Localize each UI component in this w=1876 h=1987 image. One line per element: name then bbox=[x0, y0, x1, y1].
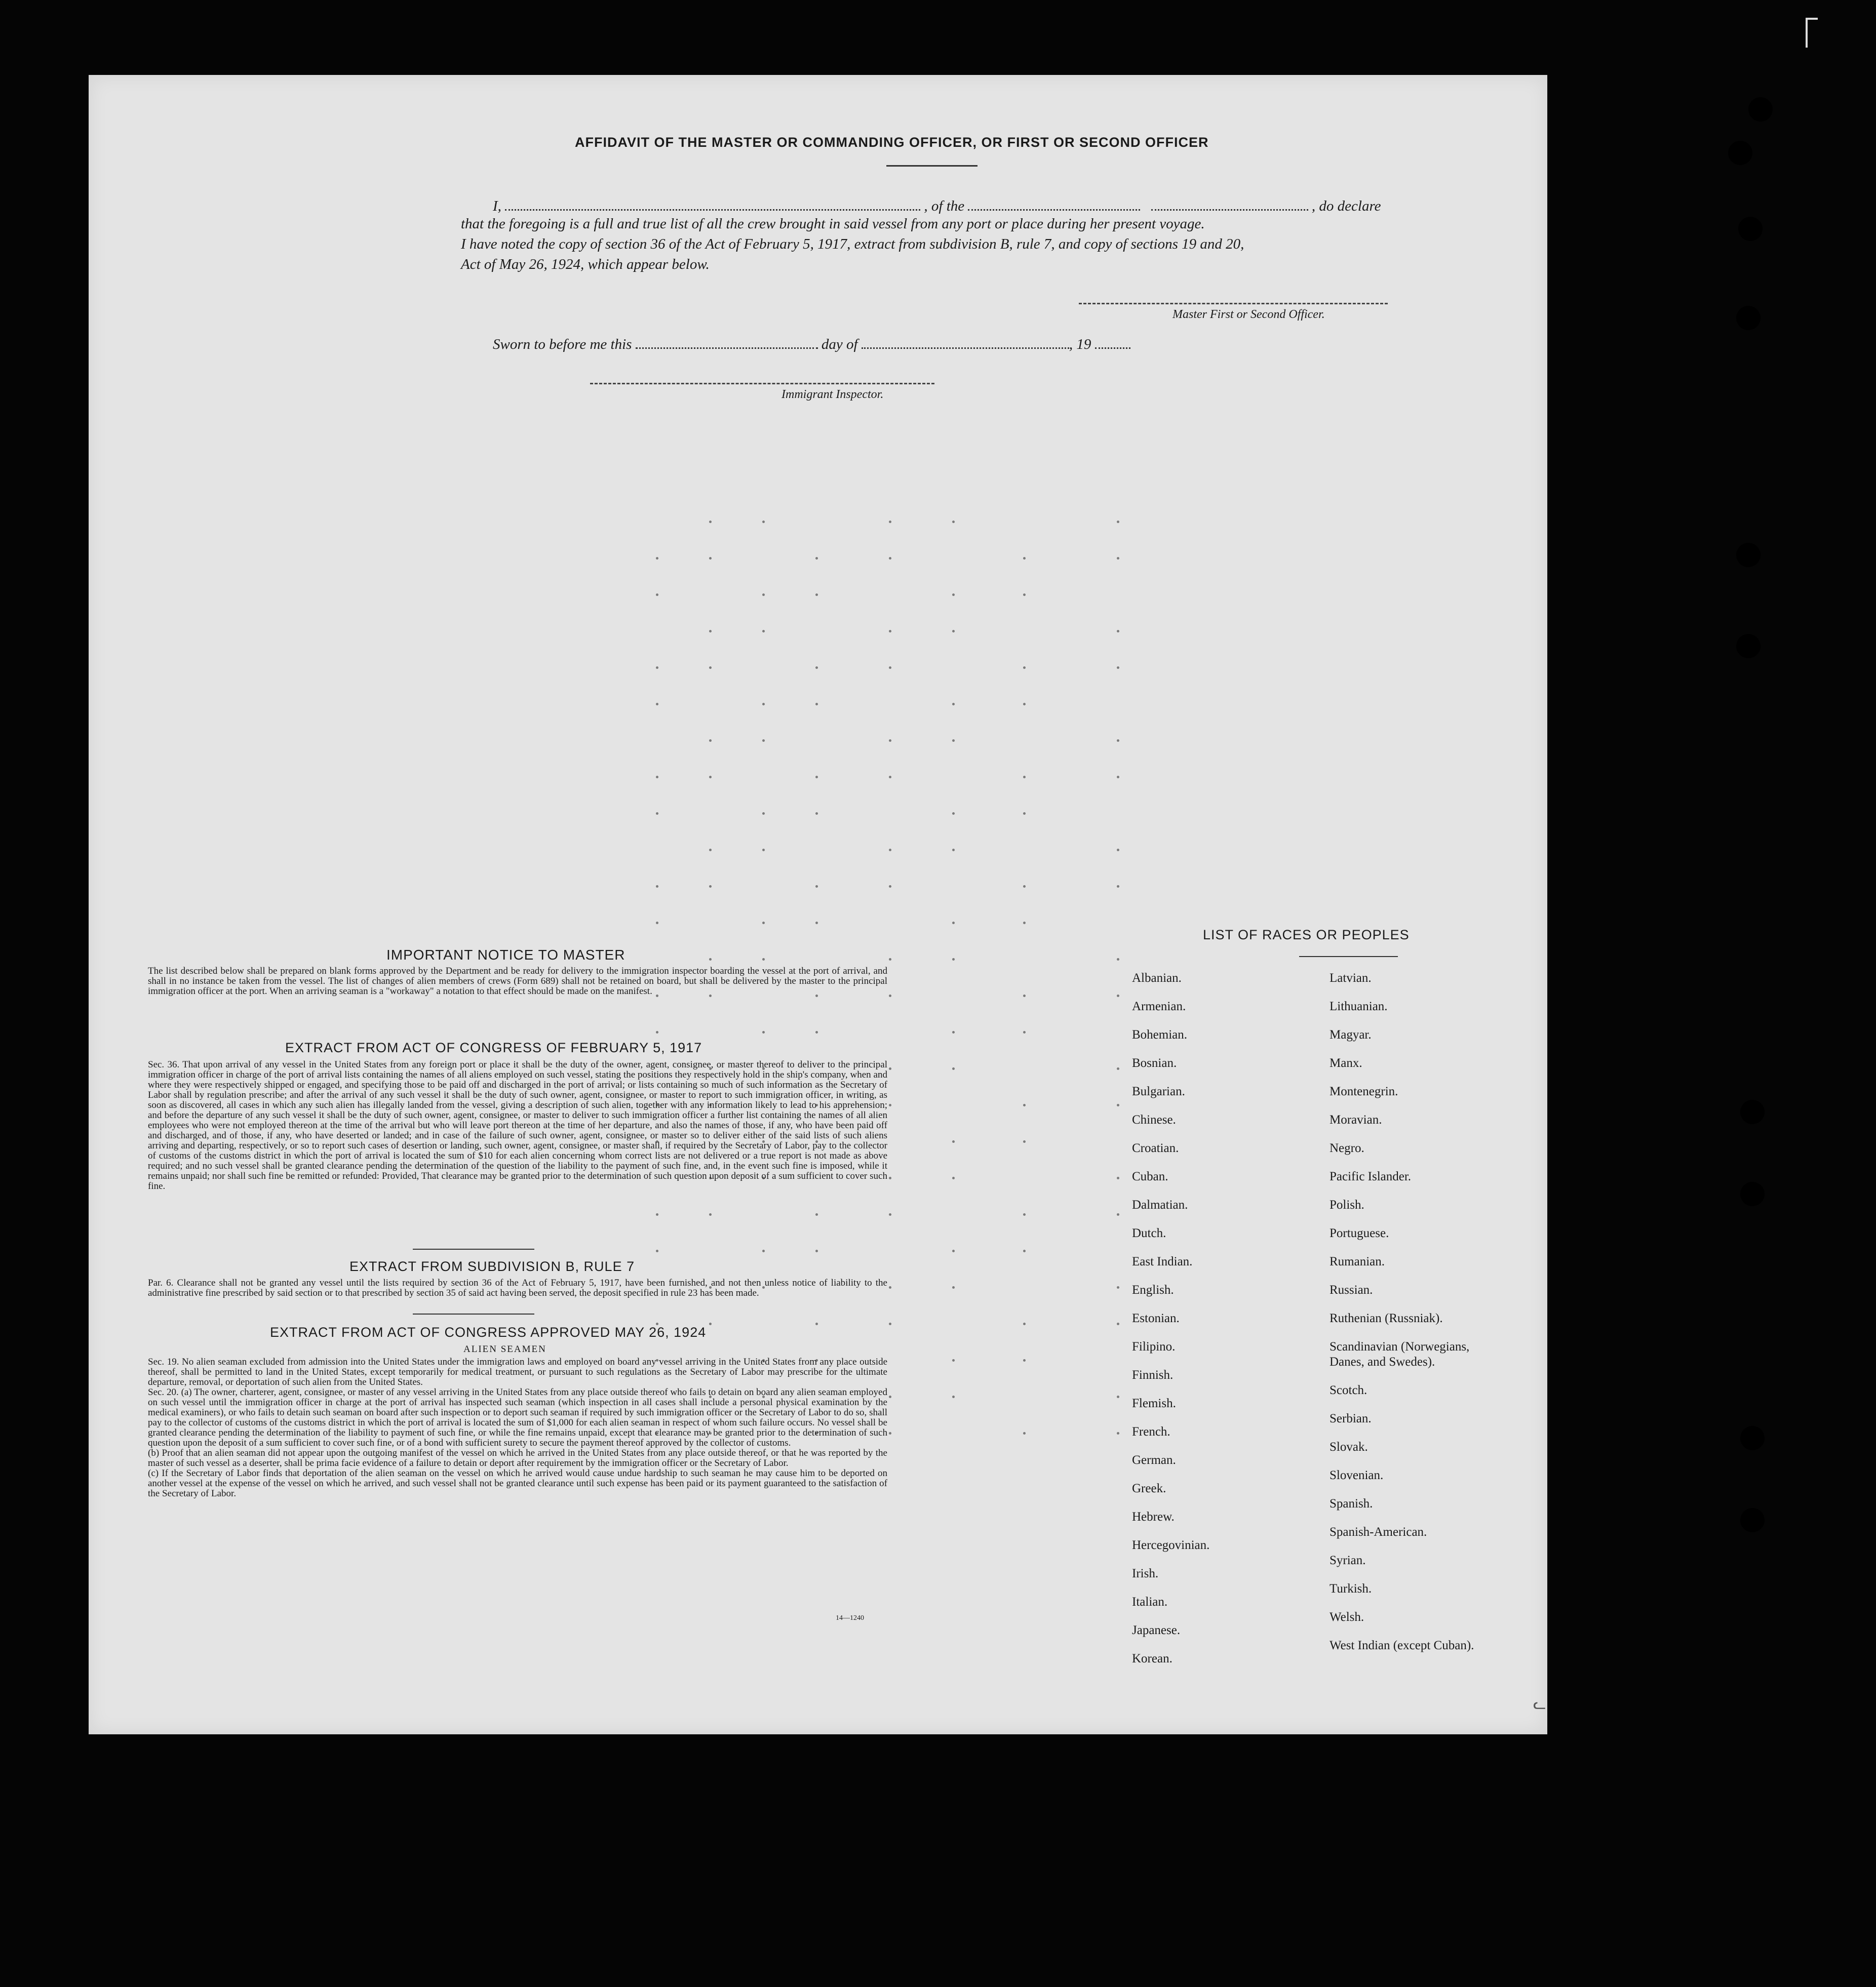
ghost-dot bbox=[889, 1104, 891, 1106]
race-item: Magyar. bbox=[1330, 1028, 1372, 1042]
ghost-dot bbox=[709, 776, 712, 778]
ghost-dot bbox=[1117, 776, 1119, 778]
race-item: Polish. bbox=[1330, 1198, 1364, 1212]
race-item: Rumanian. bbox=[1330, 1255, 1385, 1268]
ghost-dot bbox=[952, 1067, 955, 1070]
race-item: Spanish. bbox=[1330, 1497, 1373, 1511]
ghost-dot bbox=[656, 1250, 658, 1252]
margin-mark: ᓚ bbox=[1533, 1696, 1546, 1713]
ghost-dot bbox=[952, 1396, 955, 1398]
ghost-dot bbox=[656, 1213, 658, 1216]
ghost-dot bbox=[952, 849, 955, 851]
affidavit-declare: , do declare bbox=[1311, 198, 1381, 214]
ghost-dot bbox=[1023, 593, 1026, 596]
race-item: Welsh. bbox=[1330, 1610, 1364, 1624]
ghost-dot bbox=[1117, 521, 1119, 523]
ghost-dot bbox=[952, 1359, 955, 1362]
extract-rule7-body: Par. 6. Clearance shall not be granted any vessel until the lists required by section 36 of the Act of February 5, 1917, have been furnished, and not then unless notice of liability to the administrative fine prescribed by said section or to that prescribed by section 35 of said act having been served, the deposit specified in rule 23 has been made. bbox=[148, 1278, 887, 1298]
ghost-dot bbox=[952, 703, 955, 705]
ghost-dot bbox=[1117, 995, 1119, 997]
binder-hole bbox=[1736, 543, 1761, 567]
ghost-dot bbox=[1117, 1323, 1119, 1325]
extract-1917-title: EXTRACT FROM ACT OF CONGRESS OF FEBRUARY 5, 1917 bbox=[285, 1040, 702, 1055]
ghost-dot bbox=[1023, 776, 1026, 778]
extract-1924-body bbox=[148, 1357, 887, 1499]
ghost-dot bbox=[1117, 1104, 1119, 1106]
ghost-dot bbox=[762, 1031, 765, 1034]
race-item: East Indian. bbox=[1132, 1255, 1193, 1268]
race-item: Danes, and Swedes). bbox=[1330, 1355, 1435, 1369]
ghost-dot bbox=[1023, 812, 1026, 815]
races-underline bbox=[1299, 956, 1398, 957]
race-item: Estonian. bbox=[1132, 1312, 1180, 1325]
race-item: Moravian. bbox=[1330, 1113, 1382, 1127]
ghost-dot bbox=[656, 593, 658, 596]
ghost-dot bbox=[709, 739, 712, 742]
sworn-day-of: day of bbox=[821, 336, 858, 352]
race-item: Portuguese. bbox=[1330, 1226, 1389, 1240]
race-item: Cuban. bbox=[1132, 1170, 1168, 1183]
race-item: Greek. bbox=[1132, 1482, 1166, 1495]
ghost-dot bbox=[889, 630, 891, 632]
race-item: Syrian. bbox=[1330, 1554, 1366, 1567]
ghost-dot bbox=[889, 521, 891, 523]
ghost-dot bbox=[815, 703, 818, 705]
ghost-dot bbox=[1117, 557, 1119, 560]
race-item: Russian. bbox=[1330, 1283, 1373, 1297]
ghost-dot bbox=[762, 1250, 765, 1252]
notice-title: IMPORTANT NOTICE TO MASTER bbox=[386, 947, 626, 963]
race-item: Flemish. bbox=[1132, 1397, 1176, 1410]
ghost-dot bbox=[709, 1213, 712, 1216]
ghost-dot bbox=[1023, 1323, 1026, 1325]
race-item: Manx. bbox=[1330, 1056, 1362, 1070]
race-item: Pacific Islander. bbox=[1330, 1170, 1412, 1183]
ghost-dot bbox=[1023, 703, 1026, 705]
ghost-dot bbox=[889, 849, 891, 851]
ghost-dot bbox=[1023, 1213, 1026, 1216]
ghost-dot bbox=[1117, 1286, 1119, 1289]
ghost-dot bbox=[1117, 1432, 1119, 1435]
signature-label: Master First or Second Officer. bbox=[1172, 308, 1325, 321]
sec-20a: Sec. 20. (a) The owner, charterer, agent, consignee, or master of any vessel arriving in the United States from any place outside thereof who fails to detain on board any alien seaman employed on such vessel until the immigration officer in charge at the port of arrival has inspected such seaman (which inspection in all cases shall include a personal physical examination by the medical examiners), or who fails to detain such seaman on board after such inspection or to deport such seaman if required by such immigration officer or the Secretary of Labor to do so, shall pay to the collector of customs of the customs district in which the port of arrival is located the sum of $1,000 for each alien seaman in respect of whom such failure occurs. No vessel shall be granted clearance pending the determination of the liability to payment of such fine, or while the fine remains unpaid, except that clearance may be granted prior to the determination of such question upon the deposit of a sum sufficient to cover such fine, or of a bond with sufficient surety to secure the payment thereof approved by the collector of customs. bbox=[148, 1387, 887, 1448]
ghost-dot bbox=[952, 1250, 955, 1252]
ghost-dot bbox=[1023, 885, 1026, 888]
notice-body: The list described below shall be prepared on blank forms approved by the Department and be ready for delivery to the immigration inspector boarding the vessel at the port of arrival, and shall in no instance be taken from the vessel. The list of changes of alien members of crews (Form 689) shall not be retained on board, but shall be delivered by the master to the principal immigration officer at the port. When an arriving seaman is a "workaway" a notation to that effect should be made on the manifest. bbox=[148, 966, 887, 997]
race-item: Bosnian. bbox=[1132, 1056, 1177, 1070]
race-item: German. bbox=[1132, 1453, 1176, 1467]
ghost-dot bbox=[952, 739, 955, 742]
race-item: Scotch. bbox=[1330, 1383, 1367, 1397]
ghost-dot bbox=[762, 630, 765, 632]
ghost-dot bbox=[762, 812, 765, 815]
ghost-dot bbox=[889, 739, 891, 742]
race-item: Slovenian. bbox=[1330, 1468, 1384, 1482]
ghost-dot bbox=[889, 958, 891, 961]
form-sheet bbox=[89, 75, 1547, 1734]
race-item: Slovak. bbox=[1330, 1440, 1368, 1454]
ghost-dot bbox=[889, 1432, 891, 1435]
race-item: Korean. bbox=[1132, 1652, 1172, 1665]
binder-hole bbox=[1740, 1182, 1765, 1206]
ghost-dot bbox=[762, 849, 765, 851]
ghost-dot bbox=[889, 1396, 891, 1398]
divider-2 bbox=[413, 1314, 534, 1315]
ghost-dot bbox=[1117, 1396, 1119, 1398]
ghost-dot bbox=[709, 885, 712, 888]
race-item: Finnish. bbox=[1132, 1368, 1174, 1382]
extract-rule7-title: EXTRACT FROM SUBDIVISION B, RULE 7 bbox=[349, 1259, 635, 1274]
race-item: Armenian. bbox=[1132, 1000, 1186, 1013]
affidavit-line-3: I have noted the copy of section 36 of the Act of February 5, 1917, extract from subdivision B, rule 7, and copy of sections 19 and 20, bbox=[461, 236, 1244, 252]
ghost-dot bbox=[1023, 922, 1026, 924]
ghost-dot bbox=[889, 776, 891, 778]
ghost-dot bbox=[1023, 1104, 1026, 1106]
ghost-dot bbox=[762, 703, 765, 705]
binder-hole bbox=[1738, 217, 1763, 241]
binder-hole bbox=[1740, 1100, 1765, 1124]
binder-hole bbox=[1740, 1426, 1765, 1450]
sworn-year: , 19 bbox=[1069, 336, 1091, 352]
ghost-dot bbox=[709, 521, 712, 523]
ghost-dot bbox=[952, 1031, 955, 1034]
race-item: West Indian (except Cuban). bbox=[1330, 1639, 1474, 1652]
ghost-dot bbox=[815, 885, 818, 888]
ghost-dot bbox=[952, 812, 955, 815]
race-item: French. bbox=[1132, 1425, 1170, 1439]
race-item: Chinese. bbox=[1132, 1113, 1176, 1127]
ghost-dot bbox=[656, 557, 658, 560]
ghost-dot bbox=[1117, 885, 1119, 888]
form-number: 14—1240 bbox=[836, 1614, 864, 1622]
ghost-dot bbox=[709, 958, 712, 961]
race-item: Bulgarian. bbox=[1132, 1085, 1185, 1098]
sec-20b: (b) Proof that an alien seaman did not appear upon the outgoing manifest of the vessel on which he arrived in the United States from any place outside thereof, or that he was reported by the master of such vessel as a deserter, shall be prima facie evidence of a failure to detain or deport after requirement by the immigration officer or the Secretary of Labor. bbox=[148, 1448, 887, 1468]
ghost-dot bbox=[952, 922, 955, 924]
race-item: English. bbox=[1132, 1283, 1174, 1297]
ghost-dot bbox=[656, 812, 658, 815]
races-title: LIST OF RACES OR PEOPLES bbox=[1203, 927, 1410, 942]
ghost-dot bbox=[952, 958, 955, 961]
ghost-dot bbox=[1023, 1432, 1026, 1435]
ghost-dot bbox=[1023, 1359, 1026, 1362]
ghost-dot bbox=[815, 1250, 818, 1252]
ghost-dot bbox=[889, 885, 891, 888]
extract-1917-body: Sec. 36. That upon arrival of any vessel in the United States from any foreign port or place it shall be the duty of the owner, agent, consignee, or master thereof to deliver to the principal immigration officer in charge of the port of arrival lists containing the names of all aliens employed on such vessel, stating the positions they respectively hold in the ship's company, when and where they were respectively shipped or engaged, and specifying those to be paid off and discharged in the port of arrival; or lists containing so much of such information as the Secretary of Labor shall by regulation prescribe; and after the arrival of any such vessel it shall be the duty of such owner, agent, consignee, or master to report to such immigration officer, in writing, as soon as discovered, all cases in which any such alien has illegally landed from the vessel, giving a description of such alien, together with any information likely to lead to his apprehension; and before the departure of any such vessel it shall be the duty of such owner, agent, consignee, or master to deliver to such immigration officer a further list containing the names of all alien employees who were not employed thereon at the time of the arrival but who will leave port thereon at the time of her departure, and also the names of those, if any, who have been paid off and discharged, and of those, if any, who have deserted or landed; and in case of the failure of such owner, agent, consignee, or master so to deliver either of the said lists of such aliens arriving and departing, respectively, or so to report such cases of desertion or landing, such owner, agent, consignee, or master shall, if required by the Secretary of Labor, pay to the collector of customs of the customs district in which the port of arrival is located the sum of $10 for each alien concerning whom correct lists are not delivered or a true report is not made as above required; and no such vessel shall be granted clearance pending the determination of the question of the liability to the payment of such fine, and, in the event such fine is imposed, while it remains unpaid; nor shall such fine be remitted or refunded: Provided, That clearance may be granted prior to the determination of such question upon deposit of a sum sufficient to cover such fine. bbox=[148, 1059, 887, 1191]
race-item: Montenegrin. bbox=[1330, 1085, 1398, 1098]
ghost-dot bbox=[952, 1177, 955, 1179]
ghost-dot bbox=[709, 849, 712, 851]
ghost-dot bbox=[656, 1031, 658, 1034]
ghost-dot bbox=[709, 630, 712, 632]
affidavit-i: I, bbox=[493, 198, 501, 214]
race-item: Latvian. bbox=[1330, 971, 1372, 985]
ghost-dot bbox=[889, 1213, 891, 1216]
ghost-dot bbox=[1117, 958, 1119, 961]
extract-1924-subtitle: ALIEN SEAMEN bbox=[463, 1344, 546, 1355]
ghost-dot bbox=[815, 557, 818, 560]
ghost-dot bbox=[815, 922, 818, 924]
ghost-dot bbox=[1023, 557, 1026, 560]
ghost-dot bbox=[889, 557, 891, 560]
extract-1924-title: EXTRACT FROM ACT OF CONGRESS APPROVED MAY 26, 1924 bbox=[270, 1325, 707, 1340]
binder-hole bbox=[1728, 141, 1752, 165]
binder-hole bbox=[1736, 306, 1761, 330]
affidavit-title: AFFIDAVIT OF THE MASTER OR COMMANDING OFFICER, OR FIRST OR SECOND OFFICER bbox=[575, 135, 1209, 150]
affidavit-line-2: that the foregoing is a full and true list of all the crew brought in said vessel from any port or place during her present voyage. bbox=[461, 216, 1205, 232]
ghost-dot bbox=[1117, 739, 1119, 742]
binder-hole bbox=[1740, 1508, 1765, 1532]
ghost-dot bbox=[815, 776, 818, 778]
ghost-dot bbox=[1117, 1177, 1119, 1179]
race-item: Dutch. bbox=[1132, 1226, 1166, 1240]
ghost-dot bbox=[815, 1031, 818, 1034]
race-item: Negro. bbox=[1330, 1141, 1364, 1155]
race-item: Ruthenian (Russniak). bbox=[1330, 1312, 1443, 1325]
race-item: Filipino. bbox=[1132, 1340, 1176, 1354]
ghost-dot bbox=[1023, 666, 1026, 669]
race-item: Hebrew. bbox=[1132, 1510, 1175, 1524]
sworn-prefix: Sworn to before me this bbox=[493, 336, 632, 352]
divider-1 bbox=[413, 1249, 534, 1250]
ghost-dot bbox=[889, 1177, 891, 1179]
ghost-dot bbox=[889, 666, 891, 669]
race-item: Japanese. bbox=[1132, 1623, 1181, 1637]
race-item: Lithuanian. bbox=[1330, 1000, 1388, 1013]
ghost-dot bbox=[952, 630, 955, 632]
ghost-dot bbox=[709, 557, 712, 560]
ghost-dot bbox=[1023, 995, 1026, 997]
ghost-dot bbox=[889, 1286, 891, 1289]
sec-20c: (c) If the Secretary of Labor finds that deportation of the alien seaman on the vessel on which he arrived would cause undue hardship to such seaman he may cause him to be deported on another vessel at the expense of the vessel on which he arrived, and such vessel shall not be granted clearance until such expense has been paid or its payment guaranteed to the satisfaction of the Secretary of Labor. bbox=[148, 1468, 887, 1499]
inspector-label: Immigrant Inspector. bbox=[781, 388, 884, 401]
ghost-dot bbox=[656, 922, 658, 924]
race-item: Hercegovinian. bbox=[1132, 1538, 1210, 1552]
ghost-dot bbox=[1023, 1031, 1026, 1034]
race-item: Irish. bbox=[1132, 1567, 1159, 1580]
ghost-dot bbox=[815, 593, 818, 596]
affidavit-of-the: , of the bbox=[924, 198, 965, 214]
race-item: Italian. bbox=[1132, 1595, 1168, 1609]
ghost-dot bbox=[1023, 1140, 1026, 1143]
ghost-dot bbox=[889, 1067, 891, 1070]
ghost-dot bbox=[1117, 1067, 1119, 1070]
ghost-dot bbox=[1117, 666, 1119, 669]
ghost-dot bbox=[762, 521, 765, 523]
race-item: Dalmatian. bbox=[1132, 1198, 1188, 1212]
ghost-dot bbox=[952, 1286, 955, 1289]
ghost-dot bbox=[656, 885, 658, 888]
race-item: Serbian. bbox=[1330, 1412, 1372, 1425]
binder-hole bbox=[1748, 97, 1773, 122]
race-item: Croatian. bbox=[1132, 1141, 1179, 1155]
ghost-dot bbox=[889, 995, 891, 997]
race-item: Albanian. bbox=[1132, 971, 1182, 985]
ghost-dot bbox=[656, 776, 658, 778]
sec-19: Sec. 19. No alien seaman excluded from admission into the United States under the immigration laws and employed on board any vessel arriving in the United States from any place outside thereof, shall be permitted to land in the United States, except temporarily for medical treatment, or pursuant to such regulations as the Secretary of Labor may prescribe for the ultimate departure, removal, or deportation of such alien from the United States. bbox=[148, 1357, 887, 1387]
race-item: Turkish. bbox=[1330, 1582, 1372, 1596]
ghost-dot bbox=[1117, 630, 1119, 632]
race-item: Spanish-American. bbox=[1330, 1525, 1427, 1539]
affidavit-line-4: Act of May 26, 1924, which appear below. bbox=[461, 256, 710, 272]
ghost-dot bbox=[656, 703, 658, 705]
ghost-dot bbox=[762, 593, 765, 596]
ghost-dot bbox=[815, 1213, 818, 1216]
ghost-dot bbox=[762, 958, 765, 961]
ghost-dot bbox=[709, 666, 712, 669]
ghost-dot bbox=[762, 922, 765, 924]
ghost-dot bbox=[952, 1140, 955, 1143]
ghost-dot bbox=[889, 1323, 891, 1325]
film-edge-mark bbox=[1806, 18, 1818, 48]
ghost-dot bbox=[952, 521, 955, 523]
ghost-dot bbox=[762, 739, 765, 742]
ghost-dot bbox=[815, 666, 818, 669]
ghost-dot bbox=[815, 1323, 818, 1325]
ghost-dot bbox=[815, 812, 818, 815]
ghost-dot bbox=[656, 666, 658, 669]
ghost-dot bbox=[1117, 1213, 1119, 1216]
ghost-dot bbox=[1117, 849, 1119, 851]
ghost-dot bbox=[1023, 1250, 1026, 1252]
race-item: Scandinavian (Norwegians, bbox=[1330, 1340, 1470, 1354]
race-item: Bohemian. bbox=[1132, 1028, 1188, 1042]
binder-hole bbox=[1736, 634, 1761, 658]
ghost-dot bbox=[952, 593, 955, 596]
ghost-dot bbox=[709, 1323, 712, 1325]
